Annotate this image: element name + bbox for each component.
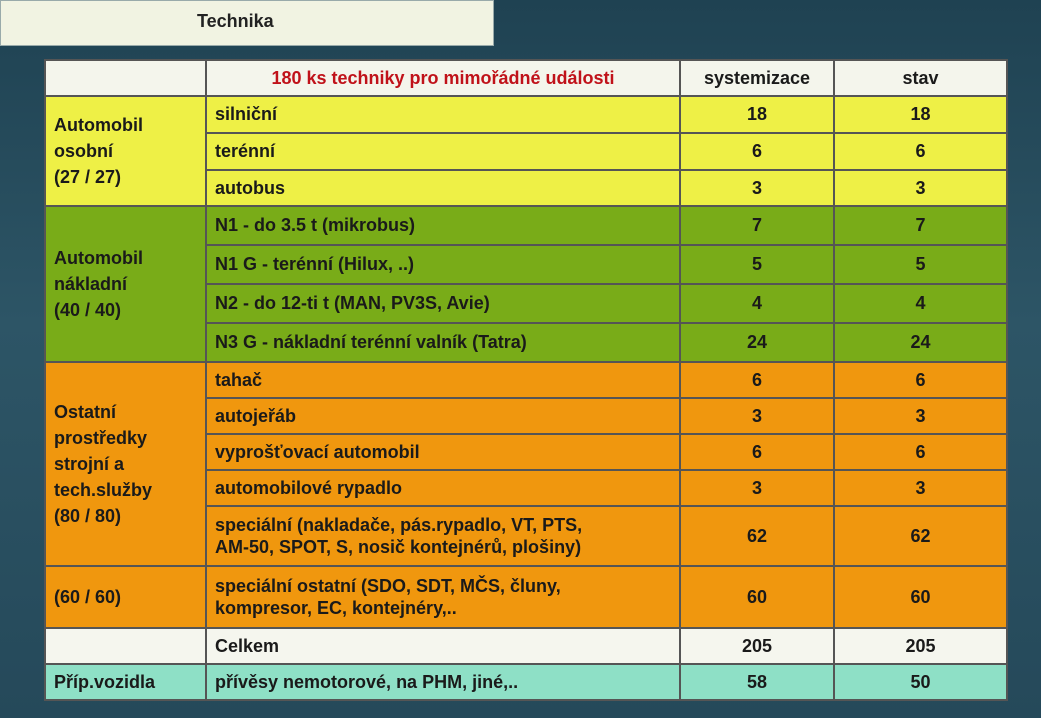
row-systemizace: 3 [680, 170, 834, 206]
total-systemizace: 205 [680, 628, 834, 664]
row-stav: 24 [834, 323, 1007, 362]
total-stav: 205 [834, 628, 1007, 664]
row-stav: 6 [834, 362, 1007, 398]
header-title: 180 ks techniky pro mimořádné události [206, 60, 680, 96]
row-label: N1 - do 3.5 t (mikrobus) [206, 206, 680, 245]
row-systemizace: 5 [680, 245, 834, 284]
header-row [45, 60, 1007, 96]
group-label-prip: Příp.vozidla [45, 664, 206, 700]
group-label-ostatni: Ostatní prostředky strojní a tech.služby (80 / 80) [45, 362, 206, 566]
technika-table [44, 59, 1008, 701]
row-systemizace: 24 [680, 323, 834, 362]
row-systemizace: 6 [680, 434, 834, 470]
row-stav: 50 [834, 664, 1007, 700]
row-systemizace: 6 [680, 362, 834, 398]
row-stav: 6 [834, 434, 1007, 470]
row-label: přívěsy nemotorové, na PHM, jiné,.. [206, 664, 680, 700]
row-label: N3 G - nákladní terénní valník (Tatra) [206, 323, 680, 362]
row-stav: 62 [834, 506, 1007, 566]
row-stav: 3 [834, 170, 1007, 206]
row-label: speciální (nakladače, pás.rypadlo, VT, PTS, AM-50, SPOT, S, nosič kontejnérů, plošiny) [206, 506, 680, 566]
group-label-ostatni2: (60 / 60) [45, 566, 206, 628]
row-stav: 4 [834, 284, 1007, 323]
row-systemizace: 18 [680, 96, 834, 133]
row-label: autobus [206, 170, 680, 206]
row-label: N1 G - terénní (Hilux, ..) [206, 245, 680, 284]
header-stav: stav [834, 60, 1007, 96]
table-row [45, 206, 1007, 245]
row-label: automobilové rypadlo [206, 470, 680, 506]
header-systemizace: systemizace [680, 60, 834, 96]
row-systemizace: 6 [680, 133, 834, 170]
table-row [45, 96, 1007, 133]
row-stav: 18 [834, 96, 1007, 133]
row-label: autojeřáb [206, 398, 680, 434]
row-stav: 3 [834, 470, 1007, 506]
row-stav: 5 [834, 245, 1007, 284]
row-stav: 6 [834, 133, 1007, 170]
row-label: vyprošťovací automobil [206, 434, 680, 470]
row-label: silniční [206, 96, 680, 133]
total-label: Celkem [206, 628, 680, 664]
row-systemizace: 4 [680, 284, 834, 323]
table-row [45, 566, 1007, 628]
group-label-osobni: Automobil osobní (27 / 27) [45, 96, 206, 206]
row-systemizace: 7 [680, 206, 834, 245]
total-row [45, 628, 1007, 664]
row-systemizace: 3 [680, 398, 834, 434]
row-label: speciální ostatní (SDO, SDT, MČS, čluny, kompresor, EC, kontejnéry,.. [206, 566, 680, 628]
slide-title-box [0, 0, 494, 46]
group-label-nakladni: Automobil nákladní (40 / 40) [45, 206, 206, 362]
row-systemizace: 60 [680, 566, 834, 628]
row-systemizace: 3 [680, 470, 834, 506]
row-label: N2 - do 12-ti t (MAN, PV3S, Avie) [206, 284, 680, 323]
row-stav: 60 [834, 566, 1007, 628]
row-label: tahač [206, 362, 680, 398]
header-empty-cell [45, 60, 206, 96]
table-row [45, 362, 1007, 398]
row-stav: 3 [834, 398, 1007, 434]
table-row [45, 664, 1007, 700]
total-empty-cell [45, 628, 206, 664]
row-label: terénní [206, 133, 680, 170]
row-systemizace: 58 [680, 664, 834, 700]
slide-title: Technika [197, 11, 274, 31]
row-systemizace: 62 [680, 506, 834, 566]
row-stav: 7 [834, 206, 1007, 245]
